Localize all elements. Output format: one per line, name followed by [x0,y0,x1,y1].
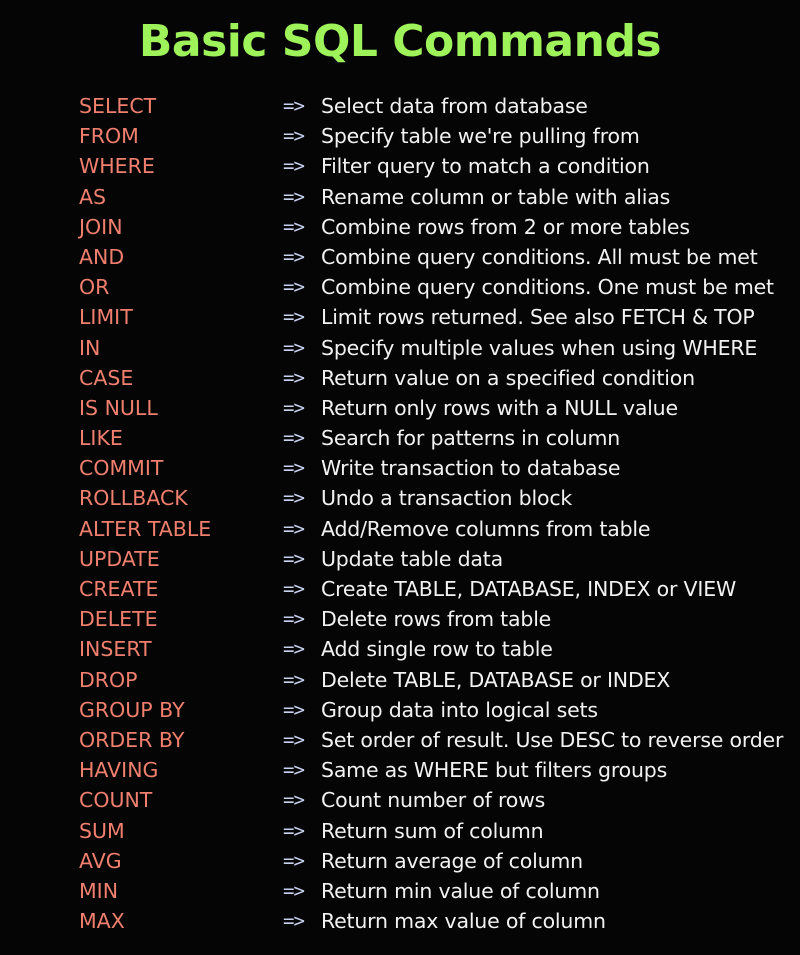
arrow-separator: => [283,95,304,117]
command-name: AS [79,184,107,209]
command-row-max [0,906,800,936]
command-name: CREATE [79,577,159,601]
command-description: Write transaction to database [321,456,621,481]
command-description: Filter query to match a condition [321,154,650,179]
command-description: Return average of column [321,848,583,873]
command-name: DELETE [79,607,158,632]
arrow-separator: => [283,578,304,600]
command-list [0,91,800,936]
command-name: SUM [79,818,125,843]
arrow-separator: => [283,306,304,329]
arrow-separator: => [283,427,304,450]
command-row-commit [0,453,800,483]
command-description: Add single row to table [321,637,553,662]
command-name: JOIN [79,214,123,239]
command-description: Combine rows from 2 or more tables [321,214,690,239]
command-description: Add/Remove columns from table [321,516,651,541]
command-description: Return only rows with a NULL value [321,395,678,420]
command-name: GROUP BY [79,697,185,722]
command-name: IS NULL [79,395,158,420]
command-row-create [0,574,800,604]
arrow-separator: => [283,245,304,268]
command-description: Delete TABLE, DATABASE or INDEX [321,667,671,692]
command-name: CASE [79,365,134,390]
command-name: AND [79,244,125,269]
arrow-separator: => [283,125,304,148]
command-name: UPDATE [79,546,160,571]
command-description: Return sum of column [321,818,544,843]
command-row-from [0,121,800,151]
command-row-select [0,91,800,121]
command-description: Delete rows from table [321,607,552,632]
command-name: DROP [79,667,138,692]
command-row-case [0,363,800,393]
command-row-update [0,544,800,574]
command-description: Select data from database [321,94,588,118]
command-description: Limit rows returned. See also FETCH & TOP [321,305,755,330]
command-description: Return value on a specified condition [321,365,695,390]
command-row-rollback [0,483,800,513]
command-name: COMMIT [79,456,164,481]
command-row-insert [0,634,800,664]
arrow-separator: => [283,457,304,480]
command-name: WHERE [79,154,155,179]
command-description: Rename column or table with alias [321,184,671,209]
arrow-separator: => [283,366,304,389]
arrow-separator: => [283,185,304,208]
command-description: Update table data [321,546,503,571]
command-description: Undo a transaction block [321,486,573,511]
arrow-separator: => [283,698,304,721]
command-name: LIKE [79,426,123,451]
command-row-min [0,876,800,906]
arrow-separator: => [283,155,304,178]
arrow-separator: => [283,517,304,540]
arrow-separator: => [283,789,304,812]
command-description: Same as WHERE but filters groups [321,758,668,783]
command-description: Return min value of column [321,878,600,903]
command-row-having [0,755,800,785]
arrow-separator: => [283,819,304,842]
arrow-separator: => [283,396,304,419]
command-row-alter-table [0,514,800,544]
arrow-separator: => [283,487,304,510]
arrow-separator: => [283,910,304,933]
arrow-separator: => [283,638,304,661]
page-title: Basic SQL Commands [138,16,662,67]
command-name: OR [79,275,110,300]
command-row-as [0,182,800,212]
command-row-in [0,333,800,363]
command-row-or [0,272,800,302]
command-description: Specify multiple values when using WHERE [321,335,758,360]
command-name: COUNT [79,788,153,813]
arrow-separator: => [283,336,304,359]
arrow-separator: => [283,608,304,631]
arrow-separator: => [283,849,304,872]
command-name: IN [79,335,101,360]
arrow-separator: => [283,879,304,902]
command-row-group-by [0,695,800,725]
command-row-sum [0,816,800,846]
command-row-drop [0,665,800,695]
command-description: Return max value of column [321,909,606,934]
command-name: HAVING [79,758,159,783]
arrow-separator: => [283,547,304,570]
arrow-separator: => [283,276,304,299]
command-name: AVG [79,848,122,873]
command-description: Specify table we're pulling from [321,124,640,149]
command-name: ORDER BY [79,727,185,752]
command-row-is-null [0,393,800,423]
command-description: Combine query conditions. All must be met [321,244,758,269]
command-name: FROM [79,124,139,149]
command-name: SELECT [79,94,157,118]
command-description: Create TABLE, DATABASE, INDEX or VIEW [321,577,737,601]
command-name: MIN [79,878,119,903]
command-row-where [0,151,800,181]
command-name: ALTER TABLE [79,516,212,541]
command-row-order-by [0,725,800,755]
command-row-avg [0,846,800,876]
command-name: ROLLBACK [79,486,188,511]
command-row-join [0,212,800,242]
command-description: Group data into logical sets [321,697,598,722]
command-row-limit [0,302,800,332]
command-name: LIMIT [79,305,133,330]
command-name: INSERT [79,637,152,662]
command-row-delete [0,604,800,634]
arrow-separator: => [283,668,304,691]
command-row-like [0,423,800,453]
arrow-separator: => [283,215,304,238]
arrow-separator: => [283,728,304,751]
command-description: Search for patterns in column [321,426,621,451]
command-description: Count number of rows [321,788,546,813]
command-description: Set order of result. Use DESC to reverse order [321,727,784,752]
command-row-and [0,242,800,272]
arrow-separator: => [283,759,304,782]
command-row-count [0,785,800,815]
command-description: Combine query conditions. One must be met [321,275,774,300]
command-name: MAX [79,909,125,934]
